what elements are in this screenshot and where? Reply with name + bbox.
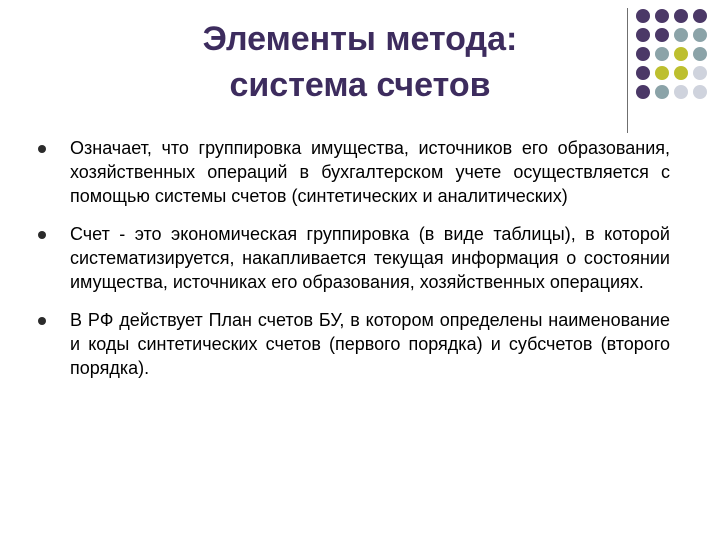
list-item-text: Означает, что группировка имущества, источников его образования, хозяйственных операций в бухгалтерском учете осуществляется с помощью системы счетов (синтетических и аналитических) — [70, 138, 670, 206]
title-line-2: система счетов — [229, 66, 491, 104]
bullet-icon — [38, 317, 46, 325]
list-item — [38, 136, 670, 208]
bullet-icon — [38, 231, 46, 239]
decorative-dot — [655, 85, 669, 99]
list-item — [38, 308, 670, 380]
decorative-dot — [636, 85, 650, 99]
page-title — [140, 16, 580, 108]
decorative-dot — [674, 9, 688, 23]
title-line-1: Элементы метода: — [202, 20, 518, 58]
list-item-text: Счет - это экономическая группировка (в виде таблицы), в которой систематизируется, накапливается текущая информация о состоянии имущества, источниках его образования, хозяйственных операциях. — [70, 224, 670, 292]
decorative-dot — [636, 28, 650, 42]
decorative-dot — [674, 85, 688, 99]
decorative-dot — [674, 28, 688, 42]
list-item — [38, 222, 670, 294]
decorative-dot — [655, 66, 669, 80]
list-item-text: В РФ действует План счетов БУ, в котором определены наименование и коды синтетических счетов (первого порядка) и субсчетов (второго порядка). — [70, 310, 670, 378]
decorative-dot-grid — [636, 9, 720, 109]
decorative-dot — [674, 47, 688, 61]
decorative-dot — [655, 28, 669, 42]
decorative-dot — [693, 66, 707, 80]
decorative-dot — [636, 9, 650, 23]
bullet-list — [38, 136, 670, 394]
decorative-divider — [627, 8, 628, 133]
decorative-dot — [693, 47, 707, 61]
decorative-dot — [636, 47, 650, 61]
decorative-dot — [674, 66, 688, 80]
decorative-dot — [693, 9, 707, 23]
decorative-dot — [693, 85, 707, 99]
decorative-dot — [655, 47, 669, 61]
decorative-dot — [636, 66, 650, 80]
decorative-dot — [655, 9, 669, 23]
decorative-dot — [693, 28, 707, 42]
bullet-icon — [38, 145, 46, 153]
